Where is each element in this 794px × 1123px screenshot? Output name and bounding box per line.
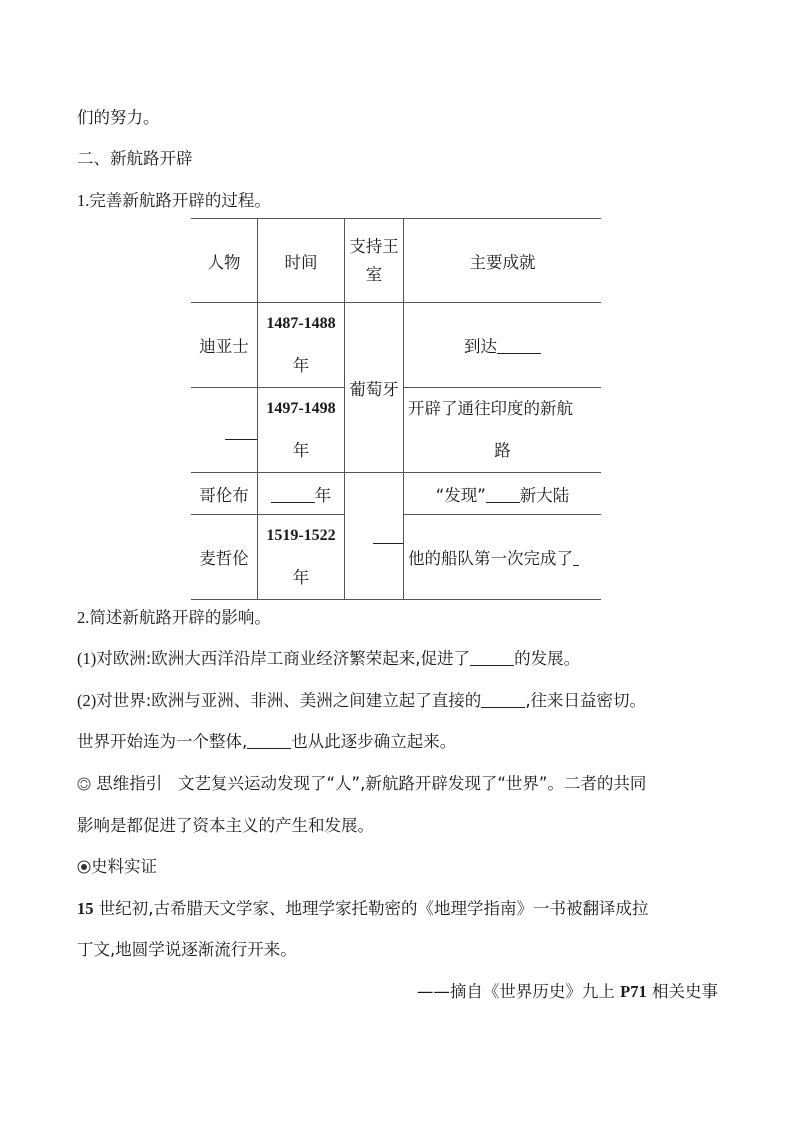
question-1-text: 完善新航路开辟的过程。 [89,191,271,210]
cell-time-range: 1497-1498 [266,400,336,417]
cell-person: 哥伦布 [191,473,258,515]
cell-achievement: “发现” 新大陆 [404,473,602,515]
blank-answer[interactable] [225,439,257,440]
blank-answer[interactable] [497,337,541,355]
cell-time [258,303,345,388]
intro-tail: 们的努力。 [77,108,160,127]
impact-world: (2)对世界:欧洲与亚洲、非洲、美洲之间建立起了直接的 ,往来日益密切。 [77,691,647,710]
thinking-tip-line2: 影响是都促进了资本主义的产生和发展。 [77,816,374,835]
cell-royal-blank [345,473,404,600]
impact-world-continued: 世界开始连为一个整体, 也从此逐步确立起来。 [77,732,457,751]
source-text: 15 世纪初,古希腊天文学家、地理学家托勒密的《地理学指南》一书被翻译成拉 [77,899,649,918]
radio-target-icon [77,858,91,880]
cell-time-unit: 年 [292,356,310,375]
voyages-table [191,218,601,600]
question-2 [77,607,271,629]
question-2-text: 简述新航路开辟的影响。 [89,608,271,627]
header-royal-line1: 支持王 [349,236,399,256]
cell-person-blank [191,388,258,473]
question-1-number: 1. [77,191,90,210]
cell-time [258,388,345,473]
tip-label: 思维指引 [96,774,163,793]
impact-europe: (1)对欧洲:欧洲大西洋沿岸工商业经济繁荣起来,促进了 的发展。 [77,649,581,668]
thinking-tip [77,773,646,797]
question-2-number: 2. [77,608,90,627]
cell-time-range: 1487-1488 [266,315,336,332]
header-royal [345,219,404,303]
cell-time-range: 1519-1522 [266,527,336,544]
cell-achievement: 他的船队第一次完成了 [404,515,602,600]
header-person: 人物 [191,219,258,303]
citation: ——摘自《世界历史》九上 P71 相关史事 [416,982,718,1001]
blank-answer[interactable] [271,485,315,503]
tip-text: 文艺复兴运动发现了“人”,新航路开辟发现了“世界”。二者的共同 [178,774,647,793]
blank-answer[interactable] [470,649,514,667]
cell-person: 迪亚士 [191,303,258,388]
evidence-heading: 史料实证 [77,856,157,880]
cell-person: 麦哲伦 [191,515,258,600]
table-row [191,303,601,388]
cell-achievement: 到达 [404,303,602,388]
cell-time-unit: 年 [292,441,310,460]
cell-royal-portugal: 葡萄牙 [345,303,404,473]
section-heading: 二、新航路开辟 [77,149,193,168]
cell-time [258,515,345,600]
blank-answer[interactable] [573,549,579,567]
source-text-line2: 丁文,地圆学说逐渐流行开来。 [77,940,297,959]
cell-achievement: 开辟了通往印度的新航 路 [404,388,602,473]
cell-time-unit: 年 [292,568,310,587]
blank-answer[interactable] [481,691,525,709]
header-time: 时间 [258,219,345,303]
blank-answer[interactable] [373,526,403,544]
blank-answer[interactable] [247,732,291,750]
cell-time: 年 [258,473,345,515]
header-achievement: 主要成就 [404,219,602,303]
header-royal-line2: 室 [365,264,383,284]
question-1 [77,190,271,212]
blank-answer[interactable] [486,485,520,503]
table-row [191,473,601,515]
refresh-circle-icon [77,775,91,797]
